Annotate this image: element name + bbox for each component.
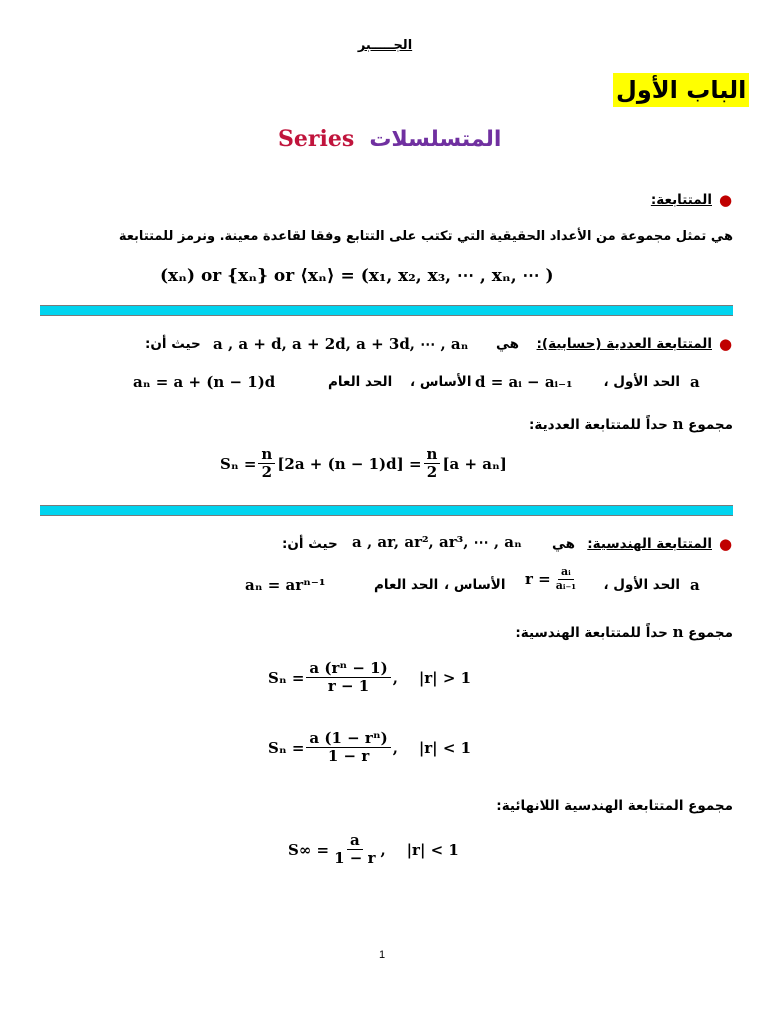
geometric-r-formula: r = $\frac{\text{aᵢ}}{\text{aᵢ₋₁}}$ (525, 566, 581, 592)
bullet-icon: ● (719, 535, 733, 553)
sequence-heading: المتتابعة: (650, 192, 712, 208)
subject-header: الجـــــبر (357, 38, 413, 53)
sum-fraction: $\frac{n}{2}$ (424, 446, 441, 482)
sum-n: n (672, 415, 684, 433)
r-fraction: $\frac{\text{aᵢ}}{\text{aᵢ₋₁}}$ (555, 565, 577, 592)
arithmetic-sum-heading (529, 415, 733, 433)
sequence-definition: هي تمثل مجموعة من الأعداد الحقيقية التي تكتب على التتابع وفقا لقاعدة معينة. ونرمز للمتتابعة (118, 229, 733, 244)
sum1-fraction: $\frac{\text{a (rⁿ − 1)}}{r - 1}$ (306, 660, 390, 696)
arithmetic-first-term-label: الحد الأول ، (603, 374, 680, 390)
geometric-a: a (690, 576, 700, 594)
section-divider (40, 305, 733, 316)
arithmetic-sum-formula (220, 446, 507, 482)
geometric-hiya: هي (552, 536, 576, 552)
page-number: 1 (379, 949, 386, 961)
chapter-title-box (613, 73, 749, 107)
geometric-sum-formula-2: Sₙ = $\frac{\text{a (1 − rⁿ)}}{1 - r}$ , |r| < 1 (268, 729, 472, 766)
arithmetic-d-formula: d = aᵢ − aᵢ₋₁ (475, 373, 573, 391)
arithmetic-general-label: الحد العام (328, 374, 393, 390)
geometric-base-label: الأساس ، (444, 577, 506, 593)
sum-label-2: حداً للمتتابعة العددية: (529, 417, 668, 433)
sum-mid: [2a + (n − 1)d] = (277, 454, 422, 473)
bullet-icon: ● (719, 191, 733, 209)
sum2-fraction: $\frac{\text{a (1 − rⁿ)}}{1 - r}$ (306, 730, 390, 766)
infinite-sum-formula: S∞ = $\frac{a}{1 - r}$ , |r| < 1 (288, 831, 459, 868)
arithmetic-a: a (690, 373, 700, 391)
topic-title-ar: المتسلسلات (369, 127, 502, 152)
sequence-notation: (xₙ) or {xₙ} or ⟨xₙ⟩ = (x₁, x₂, x₃, ⋯ , xₙ, ⋯ ) (160, 266, 554, 286)
topic-title-en: Series (278, 126, 355, 152)
arithmetic-base-label: الأساس ، (410, 374, 472, 390)
topic-title (278, 126, 501, 152)
arithmetic-heading: المتتابعة العددية (حسابية): (536, 336, 712, 352)
sum-lhs: Sₙ = (220, 454, 257, 473)
geometric-general-formula: aₙ = arⁿ⁻¹ (245, 576, 326, 594)
inf-fraction: $\frac{a}{1 - r}$ (334, 831, 376, 868)
geometric-where: حيث أن: (282, 536, 338, 552)
geometric-terms: a , ar, ar², ar³, ⋯ , aₙ (352, 533, 522, 551)
arithmetic-general-formula: aₙ = a + (n − 1)d (133, 373, 276, 391)
arithmetic-terms: a , a + d, a + 2d, a + 3d, ⋯ , aₙ (213, 335, 469, 353)
sum-label-1: مجموع (688, 417, 733, 433)
arithmetic-hiya: هي (496, 336, 520, 352)
bullet-icon: ● (719, 335, 733, 353)
geometric-sum-formula-1: Sₙ = $\frac{\text{a (rⁿ − 1)}}{r - 1}$ , |r| > 1 (268, 659, 472, 696)
arithmetic-where: حيث أن: (145, 336, 201, 352)
sum-end: [a + aₙ] (442, 454, 507, 473)
geometric-general-label: الحد العام (374, 577, 439, 593)
chapter-title: الباب الأول (616, 76, 747, 104)
geometric-heading: المتتابعة الهندسية: (587, 536, 712, 552)
sum-fraction: $\frac{n}{2}$ (258, 446, 275, 482)
section-divider (40, 505, 733, 516)
geometric-sum-heading: مجموع n حداً للمتتابعة الهندسية: (515, 623, 733, 641)
geometric-first-term-label: الحد الأول ، (603, 577, 680, 593)
infinite-sum-heading: مجموع المتتابعة الهندسية اللانهائية: (496, 798, 733, 814)
